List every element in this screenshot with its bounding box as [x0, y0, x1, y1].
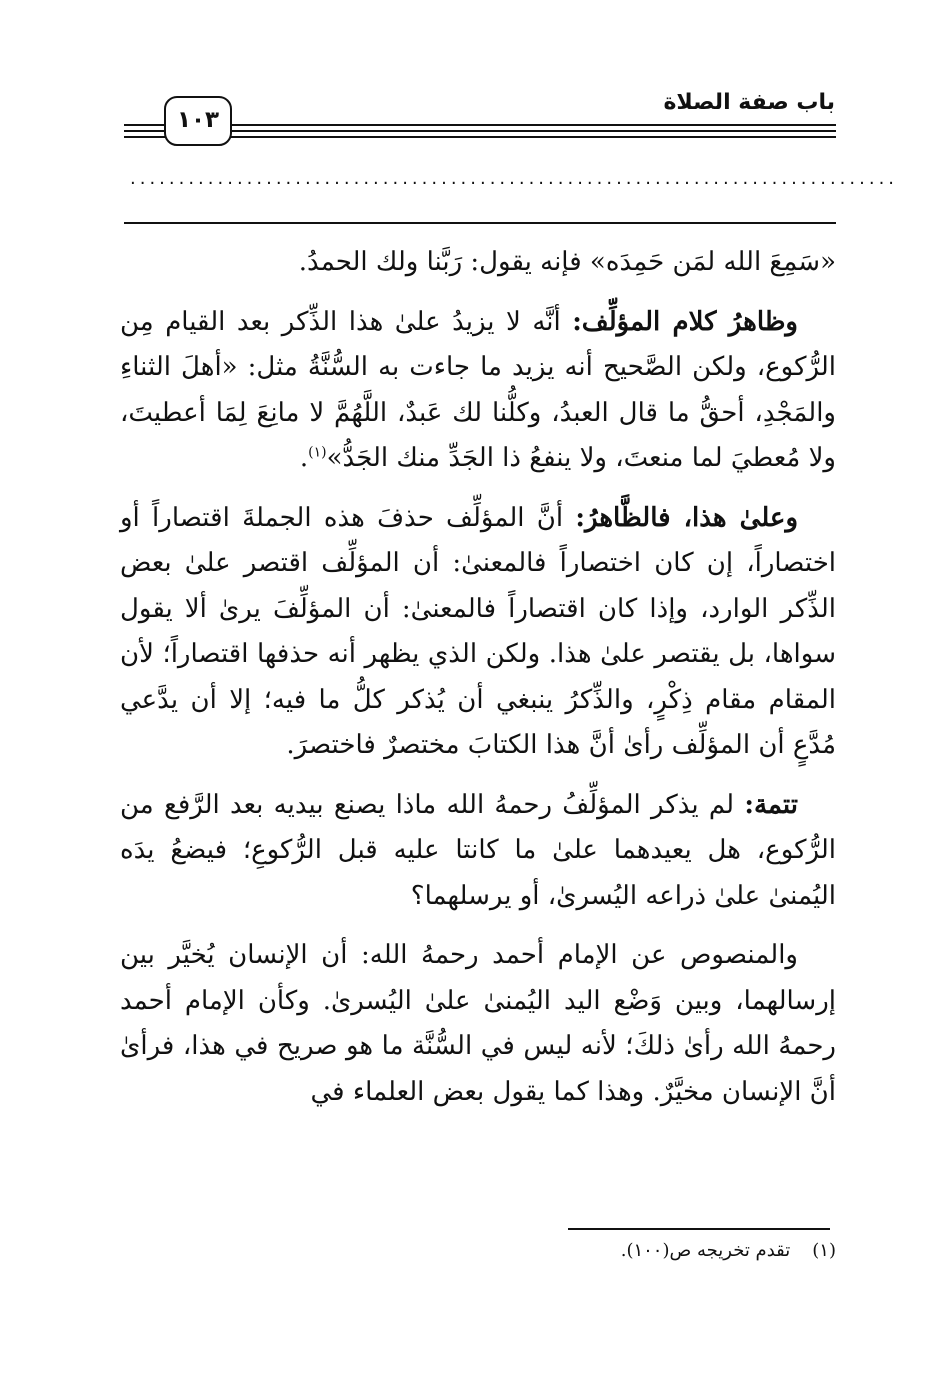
main-text [120, 240, 836, 1129]
paragraph-lead: تتمة: [744, 789, 798, 820]
page-number: ١٠٣ [164, 96, 232, 146]
footnote [621, 1240, 836, 1261]
dotted-separator: ............................................................................... [130, 168, 899, 189]
paragraph [120, 496, 836, 769]
paragraph-lead: وظاهرُ كلام المؤلِّف: [572, 306, 798, 337]
paragraph-lead: وعلىٰ هذا، فالظَّاهرُ: [575, 502, 798, 533]
paragraph-text: أنَّه لا يزيدُ علىٰ هذا الذِّكر بعد القيام مِن الرُّكوع، ولكن الصَّحيح أنه يزيد ما جاءت به السُّنَّةُ مثل: «أهلَ الثناءِ والمَجْدِ، أحقُّ ما قال العبدُ، وكلُّنا لك عَبدٌ، اللَّهُمَّ لا مانِعَ لِمَا أعطيتَ، ولا مُعطيَ لما منعتَ، ولا ينفعُ ذا الجَدِّ منك الجَدُّ» [120, 306, 836, 473]
paragraph-tail: . [299, 443, 309, 473]
paragraph [120, 300, 836, 482]
separator-rule [124, 222, 836, 224]
footnote-rule [568, 1228, 830, 1230]
chapter-title: باب صفة الصلاة [663, 90, 835, 115]
paragraph [120, 240, 836, 286]
paragraph [120, 933, 836, 1115]
paragraph-text: أنَّ المؤلِّف حذفَ هذه الجملةَ اقتصاراً أو اختصاراً، إن كان اختصاراً فالمعنىٰ: أن المؤلِّف اقتصر علىٰ بعض الذِّكر الوارد، وإذا كان اقتصاراً فالمعنىٰ: أن المؤلِّفَ يرىٰ ألا يقول سواها، بل يقتصر علىٰ هذا. ولكن الذي يظهر أنه حذفها اقتصاراً؛ لأن المقام مقام ذِكْرٍ، والذِّكرُ ينبغي أن يُذكر كلُّ ما فيه؛ إلا أن يدَّعي مُدَّعٍ أن المؤلِّف رأىٰ أنَّ هذا الكتابَ مختصرٌ فاختصرَ. [120, 502, 836, 760]
paragraph-text: والمنصوص عن الإمام أحمد رحمهُ الله: أن الإنسان يُخيَّر بين إرسالهما، وبين وَضْع اليد اليُمنىٰ علىٰ اليُسرىٰ. وكأن الإمام أحمد رحمهُ الله رأىٰ ذلكَ؛ لأنه ليس في السُّنَّة ما هو صريح في هذا، فرأىٰ أنَّ الإنسان مخيَّرٌ. وهذا كما يقول بعض العلماء في [120, 940, 836, 1107]
footnote-number: (١) [812, 1240, 836, 1261]
footnote-reference[interactable]: (١) [308, 444, 327, 461]
paragraph-text: لم يذكر المؤلِّفُ رحمهُ الله ماذا يصنع بيديه بعد الرَّفع من الرُّكوع، هل يعيدهما علىٰ ما كانتا عليه قبل الرُّكوعِ؛ فيضعُ يدَه اليُمنىٰ علىٰ ذراعه اليُسرىٰ، أو يرسلهما؟ [120, 789, 837, 911]
paragraph [120, 783, 836, 920]
paragraph-text: «سَمِعَ الله لمَن حَمِدَه» فإنه يقول: رَبَّنا ولك الحمدُ. [298, 247, 836, 277]
footnote-text: تقدم تخريجه ص(١٠٠). [620, 1240, 791, 1261]
